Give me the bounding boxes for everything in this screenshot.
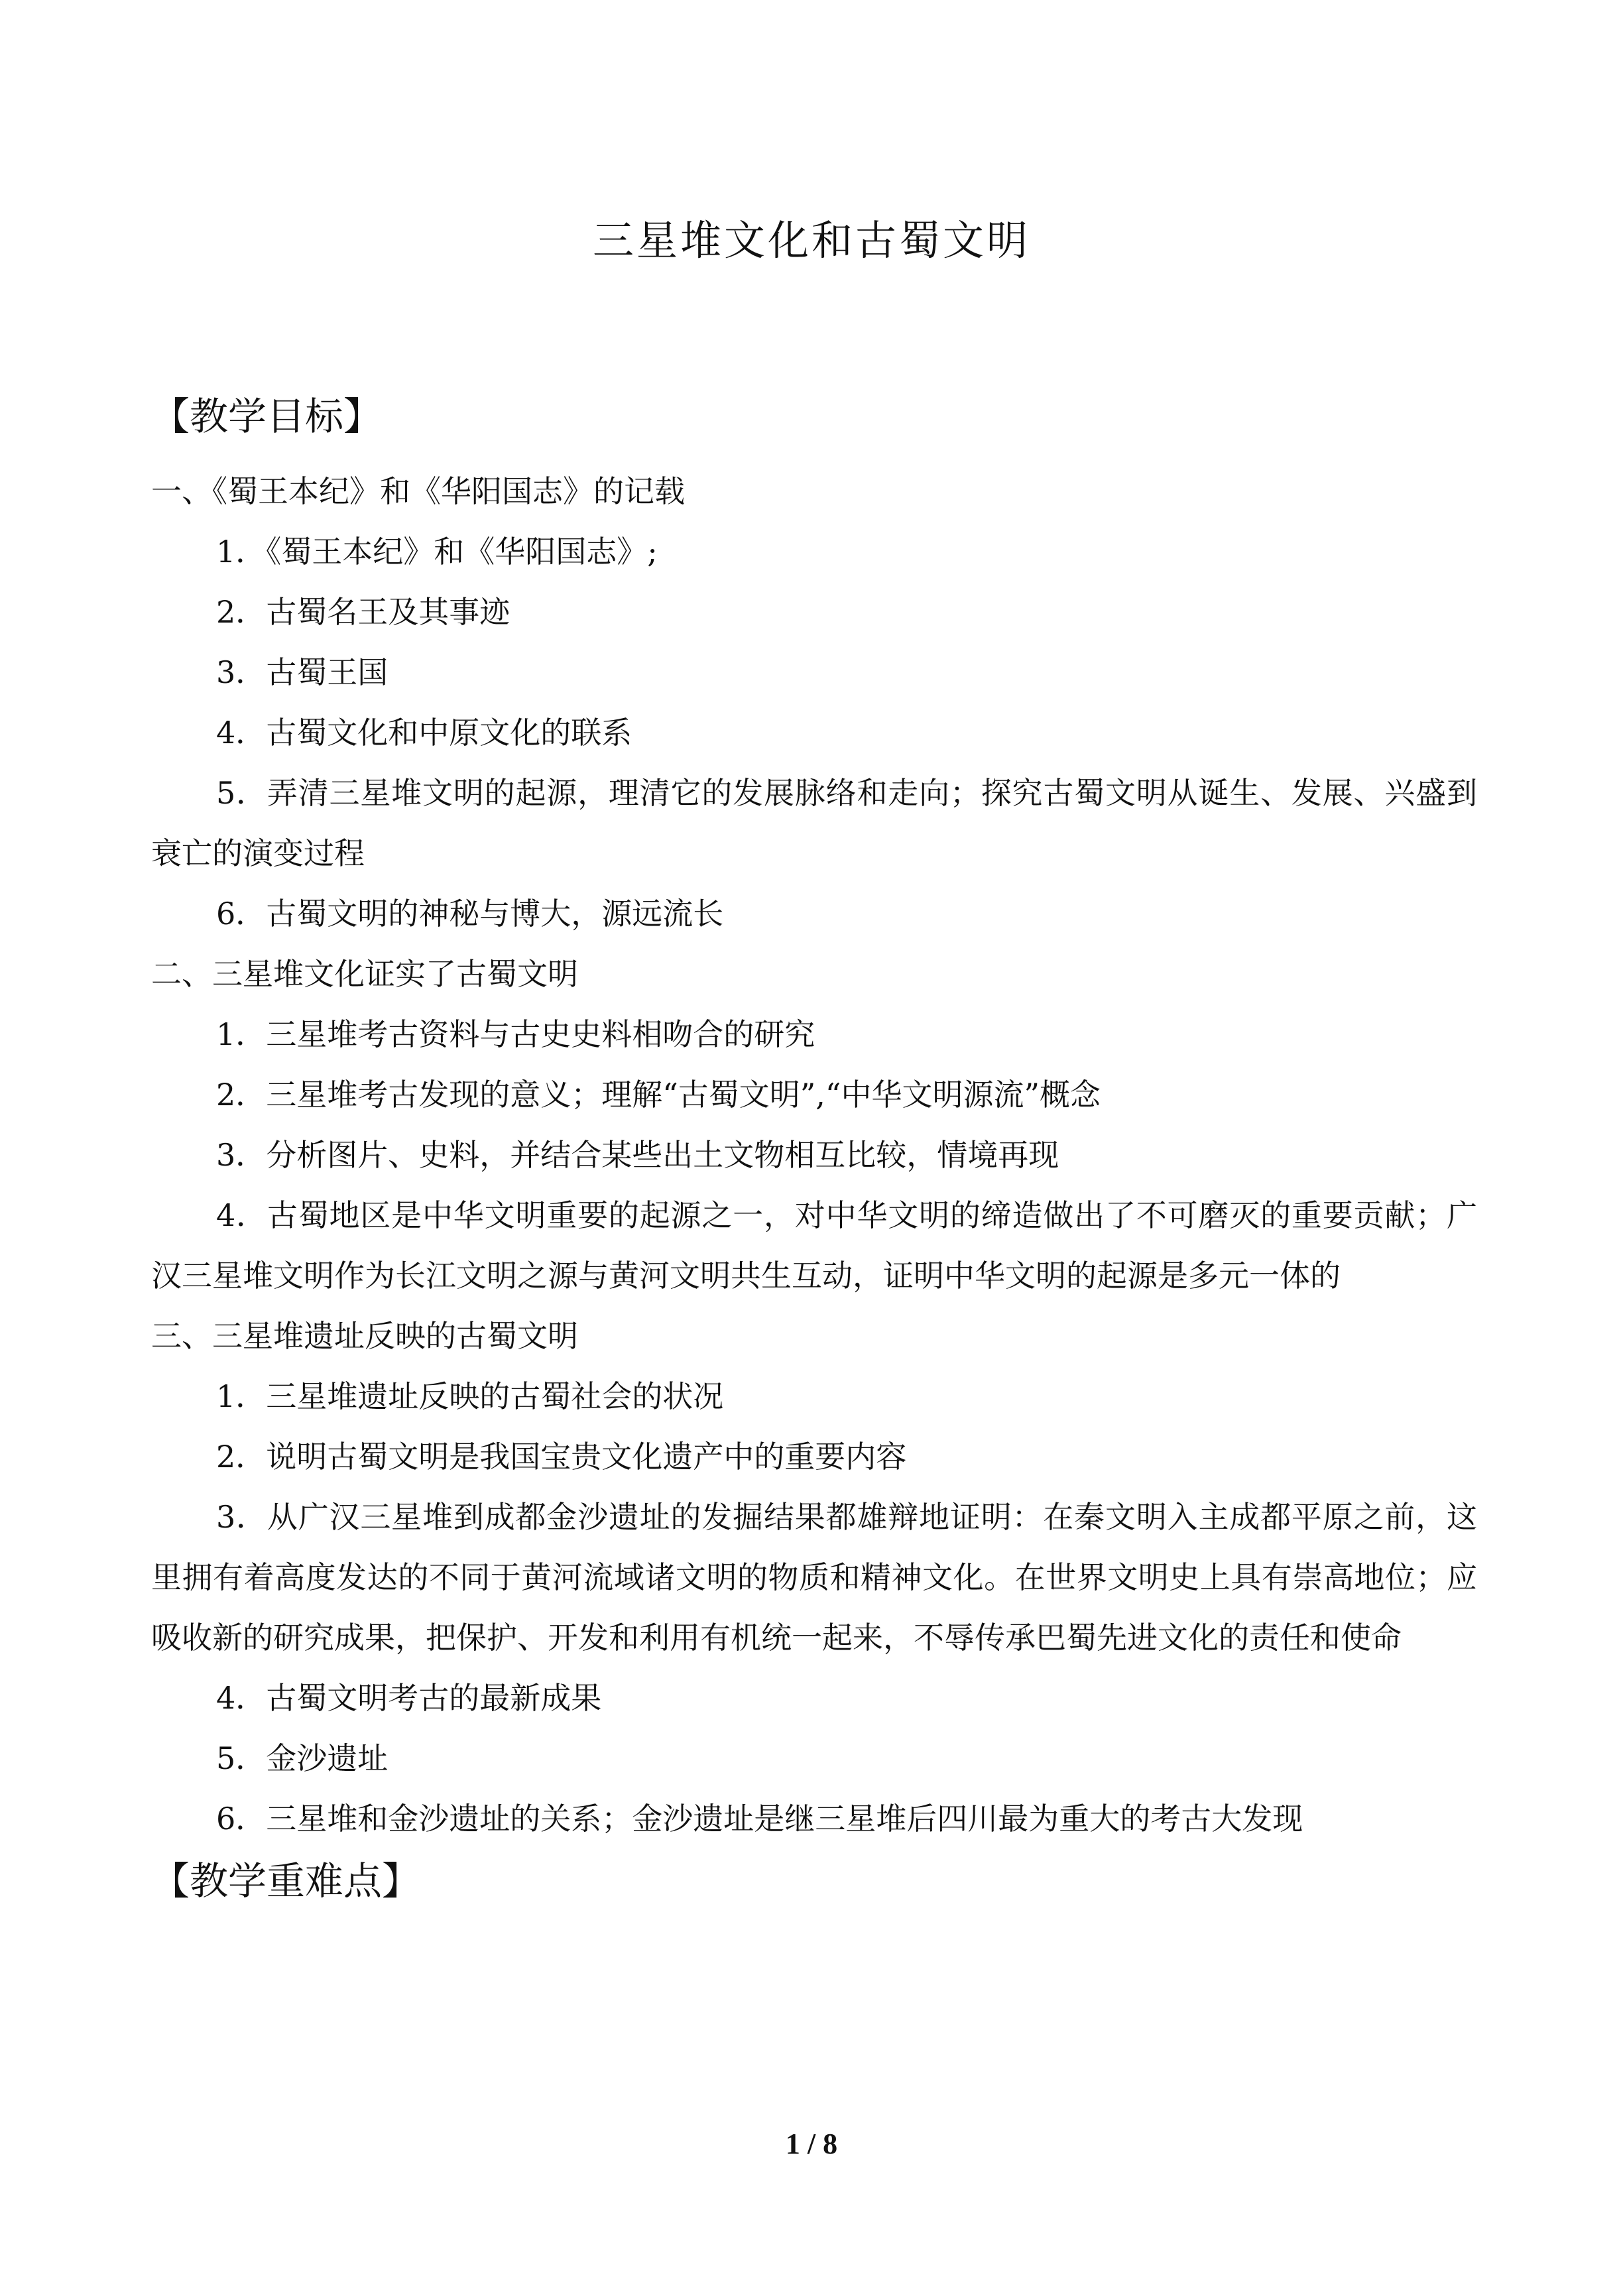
list-item: 5．金沙遗址 [216,1740,389,1776]
heading-teaching-goals: 【教学目标】 [151,394,383,439]
list-item: 1．三星堆遗址反映的古蜀社会的状况 [216,1378,724,1414]
list-item: 6．三星堆和金沙遗址的关系；金沙遗址是继三星堆后四川最为重大的考古大发现 [216,1801,1303,1837]
list-item: 3．从广汉三星堆到成都金沙遗址的发掘结果都雄辩地证明：在秦文明入主成都平原之前，这里拥有着高度发达的不同于黄河流域诸文明的物质和精神文化。在世界文明史上具有崇高地位；应吸收新的研究成果，把保护、开发和利用有机统一起来，不辱传承巴蜀先进文化的责任和使命 [151,1499,1477,1656]
list-item: 5．弄清三星堆文明的起源，理清它的发展脉络和走向；探究古蜀文明从诞生、发展、兴盛到衰亡的演变过程 [151,775,1477,871]
document-body [151,385,1477,1913]
list-item: 4．古蜀文化和中原文化的联系 [216,715,632,751]
list-item: 1．三星堆考古资料与古史史料相吻合的研究 [216,1016,815,1052]
section-heading: 一、《蜀王本纪》和《华阳国志》的记载 [151,473,685,509]
list-item: 6．古蜀文明的神秘与博大，源远流长 [216,896,724,932]
section-heading: 三、三星堆遗址反映的古蜀文明 [151,1318,578,1354]
page-number: 1 / 8 [785,2128,838,2160]
heading-key-difficulties: 【教学重难点】 [151,1858,421,1903]
section-heading: 二、三星堆文化证实了古蜀文明 [151,956,578,992]
list-item: 2．说明古蜀文明是我国宝贵文化遗产中的重要内容 [216,1439,907,1475]
document-title: 三星堆文化和古蜀文明 [592,216,1030,265]
list-item: 4．古蜀地区是中华文明重要的起源之一，对中华文明的缔造做出了不可磨灭的重要贡献；广汉三星堆文明作为长江文明之源与黄河文明共生互动，证明中华文明的起源是多元一体的 [151,1197,1477,1294]
list-item: 3．古蜀王国 [216,654,389,690]
list-item: 3．分析图片、史料，并结合某些出土文物相互比较，情境再现 [216,1137,1059,1173]
list-item: 4．古蜀文明考古的最新成果 [216,1680,602,1716]
list-item: 2．古蜀名王及其事迹 [216,594,511,630]
list-item: 1．《蜀王本纪》和《华阳国志》; [216,534,658,570]
list-item: 2．三星堆考古发现的意义；理解“古蜀文明”,“中华文明源流”概念 [216,1077,1101,1113]
